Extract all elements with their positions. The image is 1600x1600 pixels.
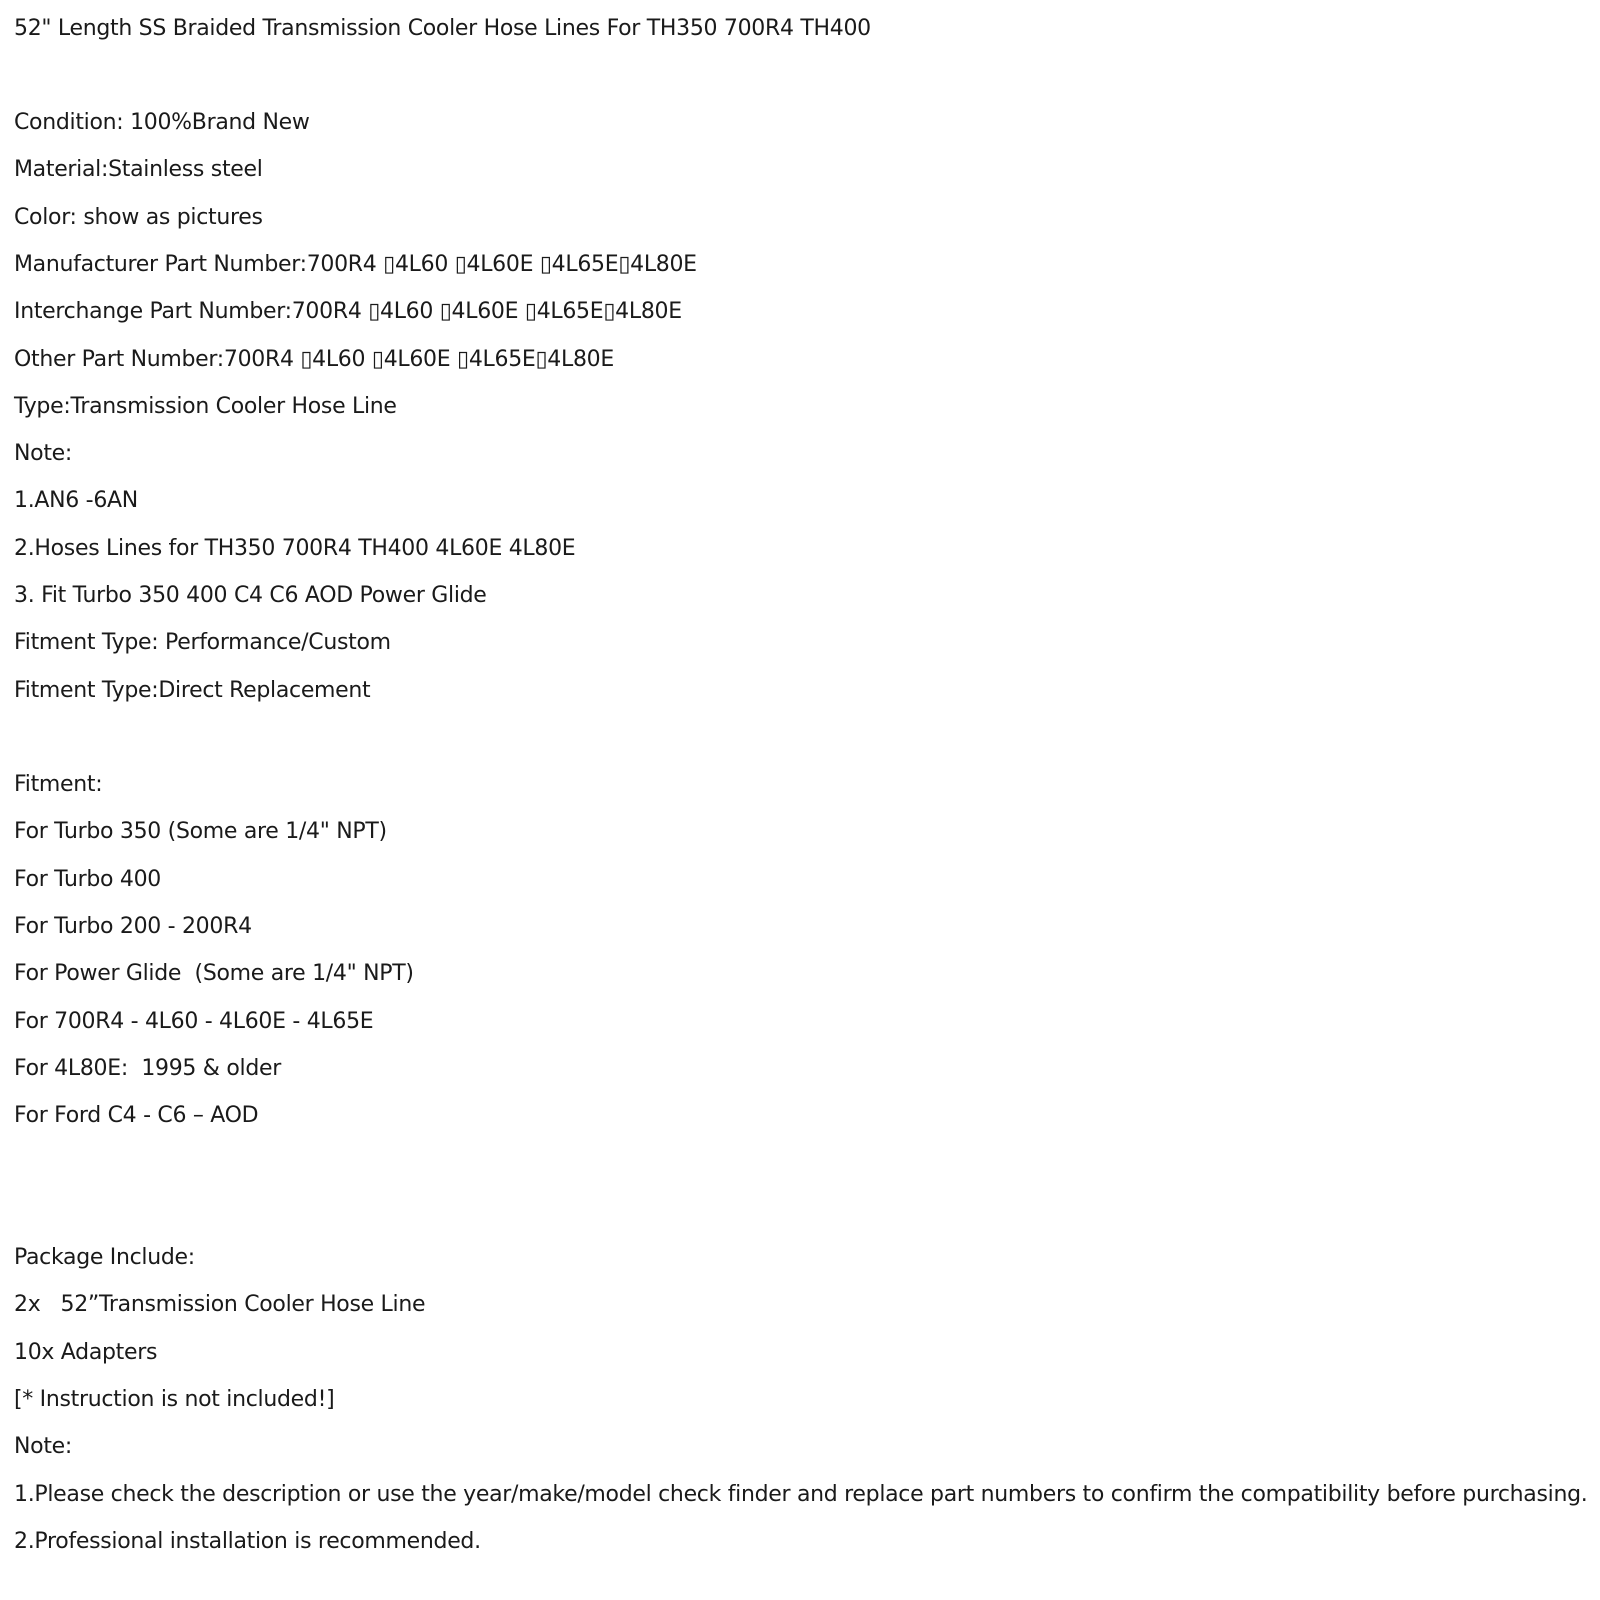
fitment-item: For Ford C4 - C6 – AOD [14, 1103, 259, 1128]
fitment-item: For Turbo 400 [14, 867, 161, 892]
fitment-item: For Turbo 350 (Some are 1/4" NPT) [14, 819, 387, 844]
package-heading: Package Include: [14, 1245, 195, 1270]
final-note-heading: Note: [14, 1434, 72, 1459]
material-line: Material:Stainless steel [14, 157, 263, 182]
condition-line: Condition: 100%Brand New [14, 110, 310, 135]
product-title: 52" Length SS Braided Transmission Cooler Hose Lines For TH350 700R4 TH400 [14, 16, 871, 41]
interchange-part-line: Interchange Part Number:700R4 ▯4L60 ▯4L60E ▯4L65E▯4L80E [14, 299, 682, 324]
type-line: Type:Transmission Cooler Hose Line [14, 394, 397, 419]
note-item-2: 2.Hoses Lines for TH350 700R4 TH400 4L60E 4L80E [14, 536, 576, 561]
final-note-item: 1.Please check the description or use the year/make/model check finder and replace part numbers to confirm the compatibility before purchasing. [14, 1482, 1588, 1507]
color-line: Color: show as pictures [14, 205, 263, 230]
package-item: [* Instruction is not included!] [14, 1387, 335, 1412]
fitment-type-direct: Fitment Type:Direct Replacement [14, 678, 371, 703]
note-item-3: 3. Fit Turbo 350 400 C4 C6 AOD Power Glide [14, 583, 487, 608]
package-item: 2x 52”Transmission Cooler Hose Line [14, 1292, 426, 1317]
fitment-item: For 4L80E: 1995 & older [14, 1056, 281, 1081]
note-heading: Note: [14, 441, 72, 466]
final-note-item: 2.Professional installation is recommended. [14, 1529, 481, 1554]
other-part-line: Other Part Number:700R4 ▯4L60 ▯4L60E ▯4L65E▯4L80E [14, 347, 614, 372]
fitment-heading: Fitment: [14, 772, 103, 797]
fitment-item: For Turbo 200 - 200R4 [14, 914, 252, 939]
fitment-item: For Power Glide (Some are 1/4" NPT) [14, 961, 414, 986]
package-item: 10x Adapters [14, 1340, 158, 1365]
manufacturer-part-line: Manufacturer Part Number:700R4 ▯4L60 ▯4L60E ▯4L65E▯4L80E [14, 252, 697, 277]
note-item-1: 1.AN6 -6AN [14, 488, 138, 513]
fitment-item: For 700R4 - 4L60 - 4L60E - 4L65E [14, 1009, 374, 1034]
fitment-type-performance: Fitment Type: Performance/Custom [14, 630, 391, 655]
